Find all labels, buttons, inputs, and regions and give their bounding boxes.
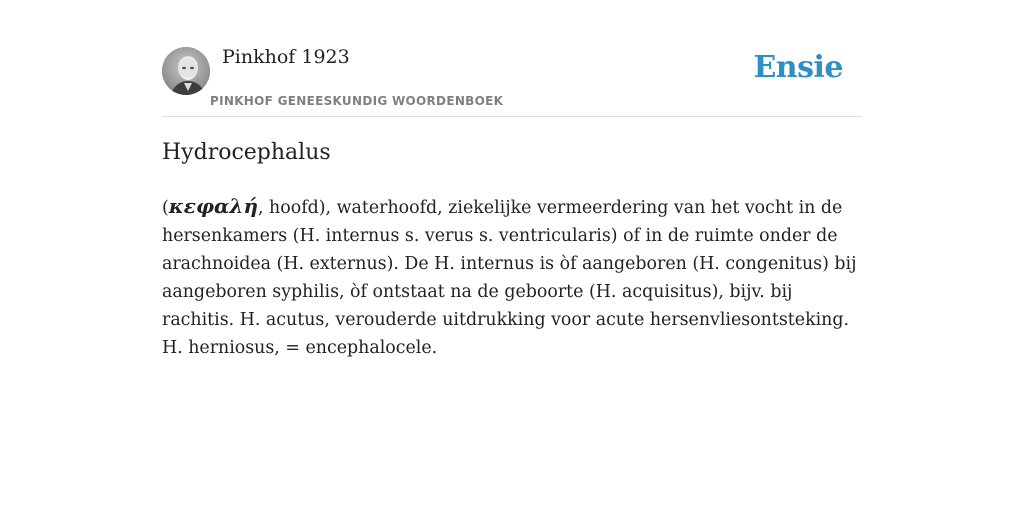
- entry-definition: [162, 192, 862, 362]
- definition-open-paren: (: [162, 198, 169, 218]
- entry-title: Hydrocephalus: [162, 140, 331, 165]
- source-title[interactable]: Pinkhof 1923: [222, 46, 350, 68]
- source-header: [162, 0, 862, 117]
- source-subtitle[interactable]: PINKHOF GENEESKUNDIG WOORDENBOEK: [210, 94, 504, 108]
- definition-text: , hoofd), waterhoofd, ziekelijke vermeerdering van het vocht in de hersenkamers (H. internus s. verus s. ventricularis) of in de ruimte onder de arachnoidea (H. externus). De H. internus is òf aangeboren (H. congenitus) bij aangeboren syphilis, òf ontstaat na de geboorte (H. acquisitus), bijv. bij rachitis. H. acutus, verouderde uitdrukking voor acute hersenvliesontsteking. H. herniosus, = encephalocele.: [162, 198, 857, 358]
- portrait-icon: [162, 47, 210, 95]
- author-avatar[interactable]: [162, 47, 210, 95]
- greek-term: κεφαλή: [168, 194, 258, 218]
- ensie-logo-link[interactable]: Ensie: [753, 50, 843, 85]
- page-container: [162, 0, 862, 358]
